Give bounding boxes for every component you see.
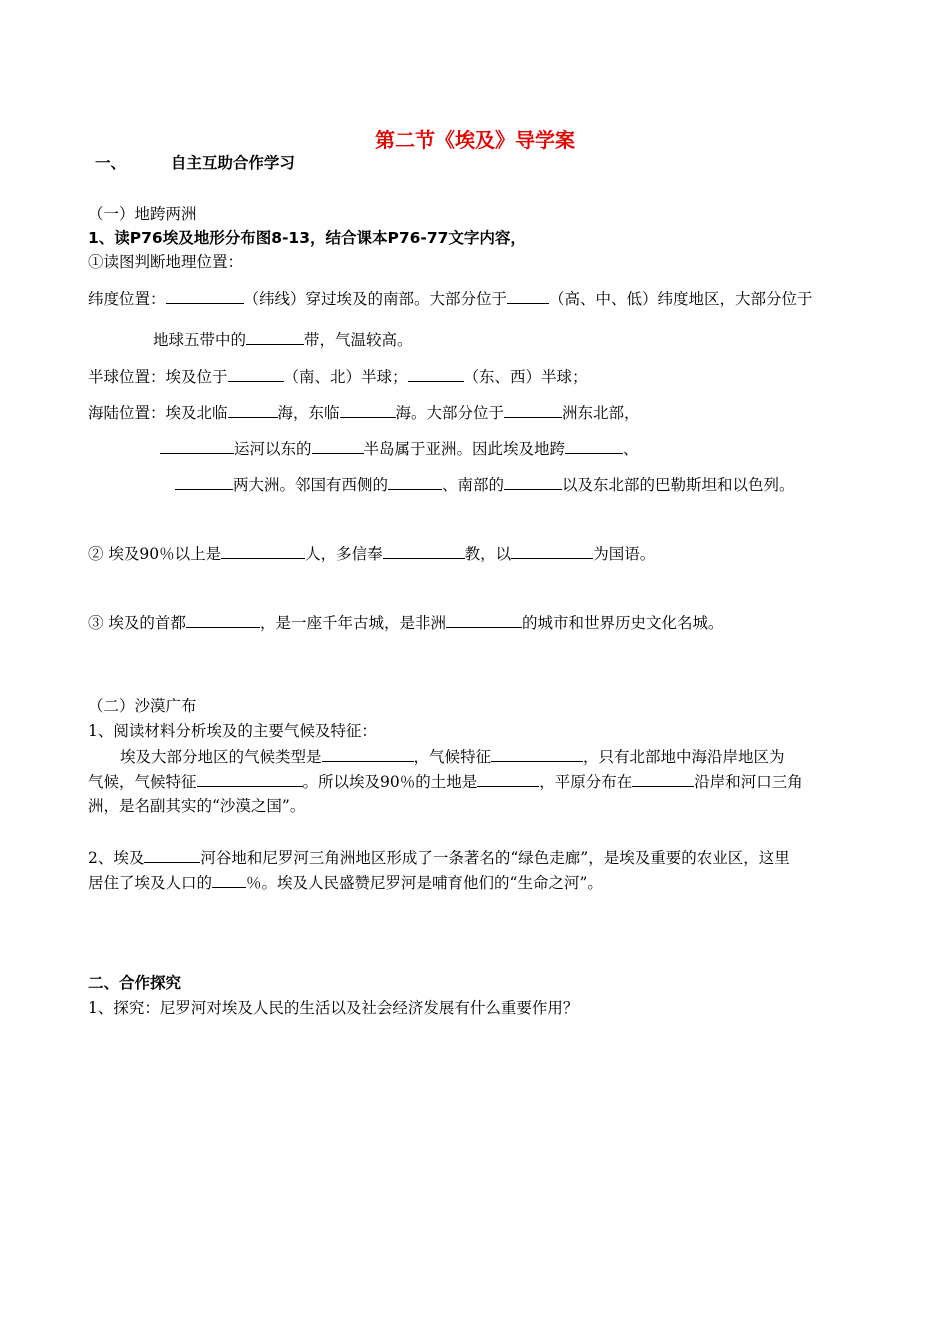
climate-text-6: ，平原分布在 [539,773,633,791]
blank-latitude-line[interactable] [166,288,244,304]
blank-temperature-belt[interactable] [246,329,304,345]
blank-climate-feature[interactable] [491,746,583,762]
latitude-label: 纬度位置： [88,290,166,308]
population-text-4: 为国语。 [593,545,656,563]
question-1-part-1: ①读图判断地理位置： [88,253,244,271]
blank-latitude-zone[interactable] [507,288,549,304]
section-2-heading: 二、合作探究 [88,974,182,992]
blank-plain-river[interactable] [632,771,694,787]
blank-language[interactable] [511,543,593,559]
climate-text-4: 气候，气候特征 [88,773,197,791]
blank-peninsula[interactable] [312,438,364,454]
section-1-number: 一、 [95,154,127,172]
section-1-label: 自主互助合作学习 [170,154,295,172]
question-2-1: 1、阅读材料分析埃及的主要气候及特征： [88,722,377,740]
blank-east-west[interactable] [408,366,464,382]
capital-text-1: ③ 埃及的首都 [88,614,186,632]
blank-continent-1[interactable] [565,438,623,454]
latitude-text-4: 带，气温较高。 [304,331,413,349]
question-2-2-line-1 [88,847,790,868]
climate-text-2: ，气候特征 [413,748,492,766]
sea-land-text-9: 以及东北部的巴勒斯坦和以色列。 [562,476,795,494]
population-text-2: 人，多信奉 [305,545,383,563]
blank-capital[interactable] [186,612,260,628]
hemisphere-label: 半球位置：埃及位于 [88,368,228,386]
page-title: 第二节《埃及》导学案 [375,128,575,152]
question-1-part-3 [88,612,723,633]
sea-land-text-6: 、 [623,440,639,458]
latitude-text-2: （高、中、低）纬度地区，大部分位于 [549,290,813,308]
blank-continent[interactable] [504,402,562,418]
climate-text-3: ，只有北部地中海沿岸地区为 [583,748,785,766]
latitude-text-3: 地球五带中的 [153,331,247,349]
sea-land-text-1: 海，东临 [277,404,340,422]
capital-text-3: 的城市和世界历史文化名城。 [521,614,724,632]
sea-land-text-4: 运河以东的 [234,440,312,458]
hemisphere-text-2: （东、西）半球； [463,368,588,386]
blank-north-south[interactable] [228,366,284,382]
hemisphere-line [88,366,588,387]
subsection-1-heading: （一）地跨两洲 [88,205,197,223]
latitude-line [88,288,813,309]
population-text-1: ② 埃及90％以上是 [88,545,222,563]
blank-river[interactable] [144,847,200,863]
climate-line-3: 洲，是名副其实的“沙漠之国”。 [88,797,306,815]
blank-population-percent[interactable] [212,872,246,888]
blank-south-neighbor[interactable] [504,474,562,490]
blank-north-sea[interactable] [228,402,278,418]
blank-coastal-feature[interactable] [197,771,303,787]
climate-text-7: 沿岸和河口三角 [694,773,803,791]
climate-line-2 [88,771,803,792]
sea-land-line [88,402,640,423]
sea-land-line-3 [175,474,795,495]
sea-land-text-2: 海。大部分位于 [395,404,505,422]
section-1-heading [95,153,295,173]
capital-text-2: ，是一座千年古城，是非洲 [259,614,446,632]
climate-text-5: 。所以埃及90％的土地是 [302,773,478,791]
hemisphere-text-1: （南、北）半球； [283,368,408,386]
latitude-text-1: （纬线）穿过埃及的南部。大部分位于 [243,290,508,308]
blank-canal[interactable] [160,438,234,454]
question-1-part-2 [88,543,655,564]
blank-continent-2[interactable] [175,474,233,490]
blank-religion[interactable] [383,543,465,559]
question-2-2-line-2 [88,872,603,893]
sea-land-text-8: 、南部的 [442,476,505,494]
nile-text-4: ％。埃及人民盛赞尼罗河是哺育他们的“生命之河”。 [246,874,603,892]
blank-ethnicity[interactable] [221,543,305,559]
population-text-3: 教，以 [464,545,512,563]
subsection-2-heading: （二）沙漠广布 [88,697,197,715]
nile-text-2: 河谷地和尼罗河三角洲地区形成了一条著名的“绿色走廊”，是埃及重要的农业区，这里 [200,849,790,867]
blank-land-type[interactable] [477,771,539,787]
explore-question: 1、探究：尼罗河对埃及人民的生活以及社会经济发展有什么重要作用？ [88,999,579,1017]
blank-capital-rank[interactable] [446,612,522,628]
sea-land-text-3: 洲东北部， [562,404,640,422]
sea-land-label: 海陆位置：埃及北临 [88,404,228,422]
blank-climate-type[interactable] [322,746,414,762]
blank-east-sea[interactable] [340,402,396,418]
sea-land-text-5: 半岛属于亚洲。因此埃及地跨 [363,440,566,458]
question-1: 1、读P76埃及地形分布图8-13，结合课本P76-77文字内容， [88,229,526,247]
sea-land-line-2 [160,438,639,459]
sea-land-text-7: 两大洲。邻国有西侧的 [233,476,389,494]
nile-text-1: 2、埃及 [88,849,145,867]
climate-text-1: 埃及大部分地区的气候类型是 [120,748,322,766]
blank-west-neighbor[interactable] [388,474,442,490]
climate-line-1 [120,746,785,767]
latitude-line-2 [153,329,413,350]
nile-text-3: 居住了埃及人口的 [88,874,213,892]
